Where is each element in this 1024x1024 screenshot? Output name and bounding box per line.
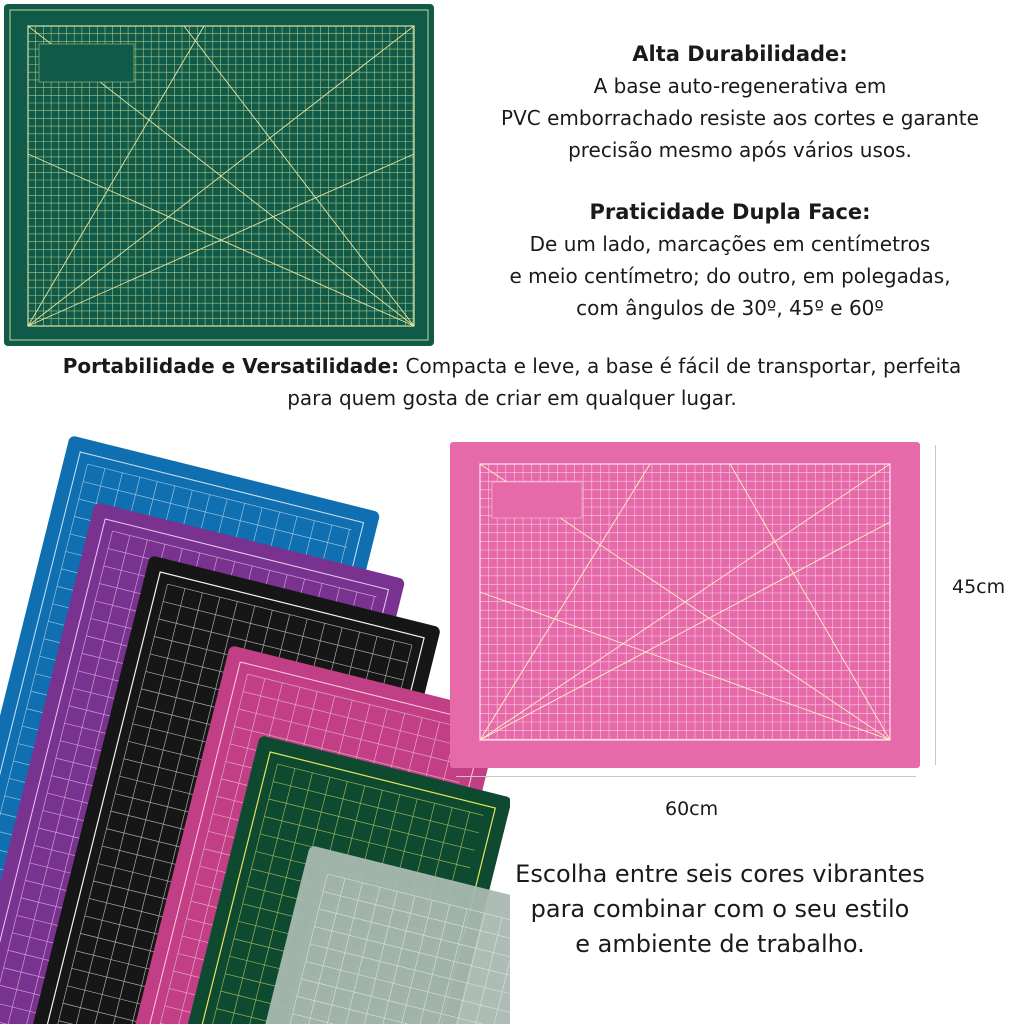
durability-line3: precisão mesmo após vários usos. [568,138,912,162]
durability-line2: PVC emborrachado resiste aos cortes e garante [501,106,979,130]
portability-line1: Compacta e leve, a base é fácil de transportar, perfeita [399,354,962,378]
mat-color-fan-image [0,430,510,1024]
double-face-line2: e meio centímetro; do outro, em polegadas, [509,264,951,288]
colors-section [490,857,950,962]
portability-line2: para quem gosta de criar em qualquer lugar. [287,386,737,410]
colors-line3: e ambiente de trabalho. [575,930,865,958]
portability-heading: Portabilidade e Versatilidade: [62,354,400,378]
height-dimension-line [935,445,936,765]
portability-section [20,350,1004,414]
green-cutting-mat-image [4,4,434,346]
pink-cutting-mat-image [450,442,920,772]
double-face-line3: com ângulos de 30º, 45º e 60º [576,296,884,320]
durability-heading: Alta Durabilidade: [632,42,848,66]
colors-line2: para combinar com o seu estilo [530,895,910,923]
width-dimension-line [456,776,916,777]
double-face-section [470,196,990,324]
durability-section [480,38,1000,166]
double-face-heading: Praticidade Dupla Face: [589,200,871,224]
colors-line1: Escolha entre seis cores vibrantes [515,860,925,888]
height-label: 45cm [952,576,1006,598]
width-label: 60cm [665,798,719,820]
double-face-line1: De um lado, marcações em centímetros [529,232,931,256]
durability-line1: A base auto-regenerativa em [593,74,887,98]
